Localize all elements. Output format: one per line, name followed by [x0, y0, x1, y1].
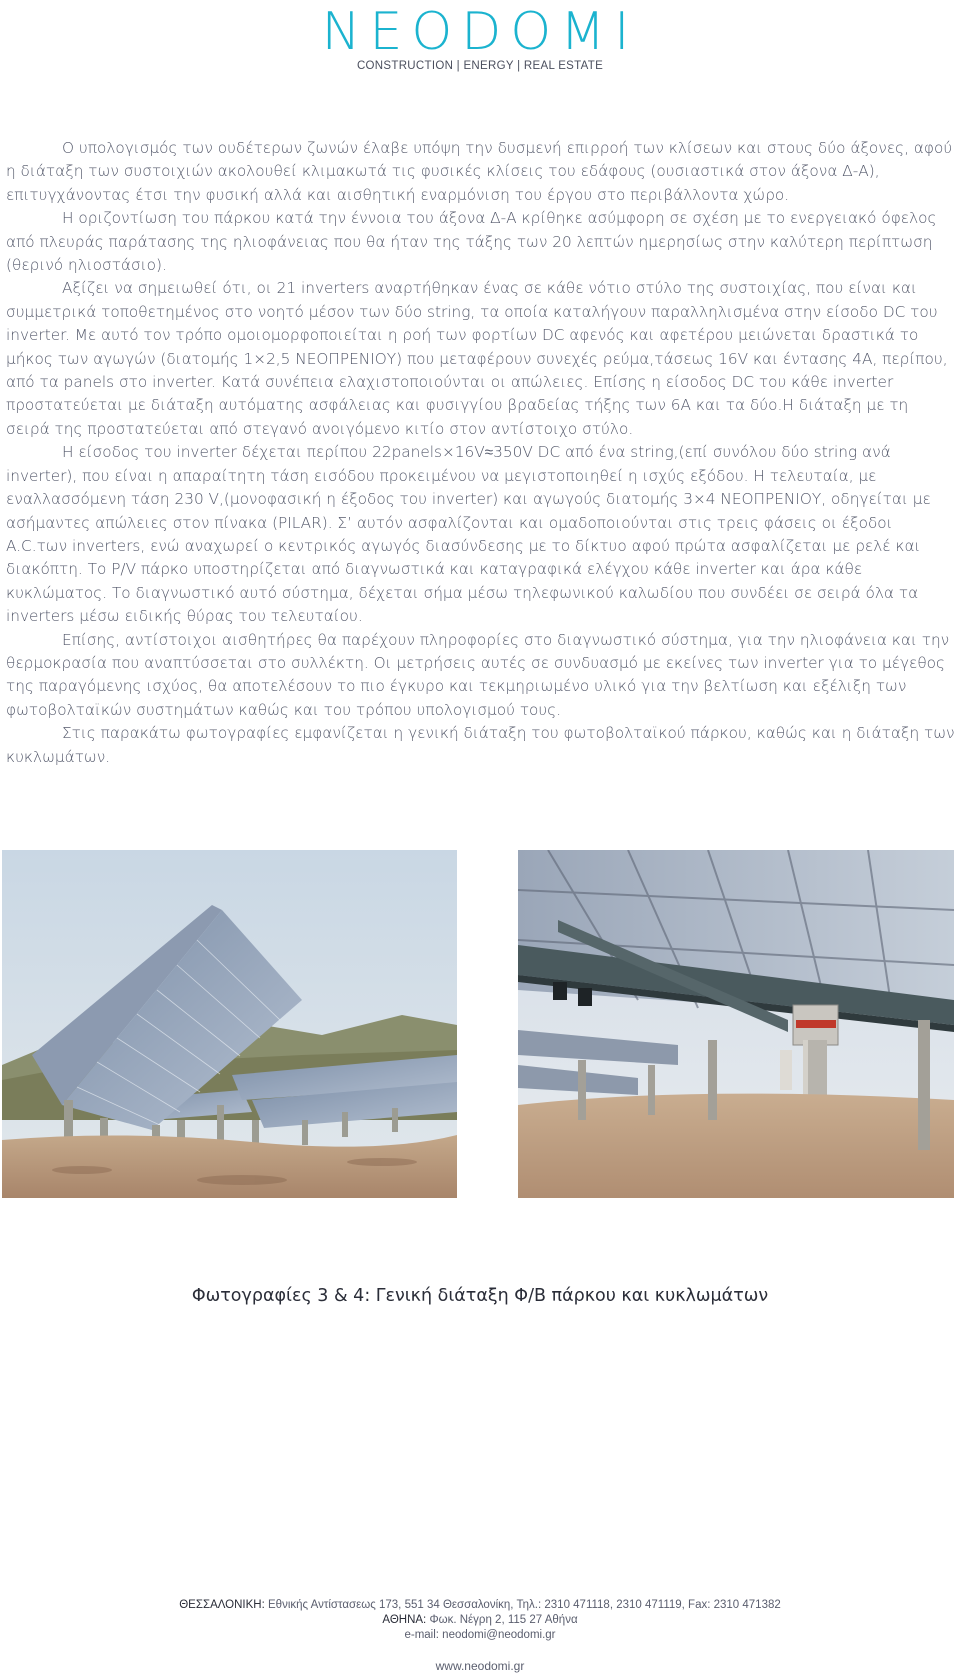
- photo-solar-park-overview: [2, 850, 457, 1198]
- footer-thessaloniki-address: Εθνικής Αντίστασεως 173, 551 34 Θεσσαλονίκη, Τηλ.: 2310 471118, 2310 471119, Fax: 2310 471382: [268, 1599, 781, 1611]
- footer-athens-label: ΑΘΗΝΑ:: [382, 1614, 427, 1626]
- paragraph-neutral-zones: Ο υπολογισμός των ουδέτερων ζωνών έλαβε υπόψη την δυσμενή επιρροή των κλίσεων και στους δύο άξονες, αφού η διάταξη των συστοιχιών ακολουθεί κλιμακωτά τις φυσικές κλίσεις του εδάφους (ουσιαστικά στον άξονα Δ-Α), επιτυγχάνοντας έτσι την φυσική αλλά και αισθητική εναρμόνιση του έργου στο περιβάλλοντα χώρο.: [6, 139, 953, 204]
- paragraph-photos-intro: Στις παρακάτω φωτογραφίες εμφανίζεται η γενική διάταξη του φωτοβολταϊκού πάρκου, καθώς και η διάταξη των κυκλωμάτων.: [6, 724, 955, 766]
- paragraph-leveling: Η οριζοντίωση του πάρκου κατά την έννοια του άξονα Δ-Α κρίθηκε ασύμφορη σε σχέση με το ενεργειακό όφελος από πλευράς παράτασης της ηλιοφάνειας που θα ήταν της τάξης των 20 λεπτών ημερησίως στην καλύτερη περίπτωση (θερινό ηλιοστάσιο).: [6, 209, 937, 275]
- paragraph-inverter-input: Η είσοδος του inverter δέχεται περίπου 22panels×16V≈350V DC από ένα string,(επί συνόλου δύο string ανά inverter), που είναι η απαραίτητη τάση εισόδου προκειμένου να μεγιστοποιηθεί η ισχύς εξόδου. Η τελευταία, με εναλλασσόμενη τάση 230 V,(μονοφασική η έξοδος του inverter) και αγωγούς διατομής 3×4 ΝΕΟΠΡΕΝΙΟΥ, οδηγείται με ασήμαντες απώλειες στον πίνακα (PILAR). Σ’ αυτόν ασφαλίζονται και ομαδοποιούνται στις τρεις φάσεις οι έξοδοι A.C.των inverters, ενώ αναχωρεί ο κεντρικός αγωγός διασύνδεσης με το δίκτυο αφού πρώτα ασφαλίζεται με ρελέ και διακόπτη. Το P/V πάρκο υποστηρίζεται από διαγνωστικά και καταγραφικά ελέγχου κάθε inverter και άρα κάθε κυκλώματος. Το διαγνωστικό αυτό σύστημα, δέχεται σήμα μέσω τηλεφωνικού καλωδίου που συνδέει σε σειρά όλα τα inverters μέσω ειδικής θύρας του τελευταίου.: [6, 443, 931, 626]
- photo-caption: Φωτογραφίες 3 & 4: Γενική διάταξη Φ/Β πάρκου και κυκλωμάτων: [191, 1286, 769, 1306]
- footer-website-link[interactable]: www.neodomi.gr: [435, 1659, 525, 1673]
- paragraph-inverters: Αξίζει να σημειωθεί ότι, οι 21 inverters αναρτήθηκαν ένας σε κάθε νότιο στύλο της συστοιχίας, που είναι και συμμετρικά τοποθετημένος στο νοητό μέσον των δύο string, τα οποία καταλήγουν παραλληλισμένα στην είσοδο DC του inverter. Με αυτό τον τρόπο ομοιομορφοποιείται η ροή των φορτίων DC αφενός και αφετέρου μειώνεται δραστικά το μήκος των αγωγών (διατομής 1×2,5 ΝΕΟΠΡΕΝΙΟΥ) που μεταφέρουν συνεχές ρεύμα,τάσεως 16V και έντασης 4A, περίπου, από τα panels στο inverter. Κατά συνέπεια ελαχιστοποιούνται οι απώλειες. Επίσης η είσοδος DC του κάθε inverter προστατεύεται με διάταξη αυτόματης ασφάλειας και φυσιγγίου βραδείας τήξης των 6A και τα δύο.Η διάταξη με τη σειρά της προστατεύεται από στεγανό ανοιγόμενο κιτίο στον αντίστοιχο στύλο.: [6, 279, 948, 438]
- photo-circuit-layout: [518, 850, 954, 1198]
- page-footer: [0, 1598, 960, 1674]
- footer-email[interactable]: e-mail: neodomi@neodomi.gr: [404, 1629, 556, 1641]
- footer-thessaloniki: [0, 1598, 960, 1613]
- paragraph-sensors: Επίσης, αντίστοιχοι αισθητήρες θα παρέχουν πληροφορίες στο διαγνωστικό σύστημα, για την ηλιοφάνεια και την θερμοκρασία που αναπτύσσεται στο συλλέκτη. Οι μετρήσεις αυτές σε συνδυασμό με εκείνες των inverter για το μέγεθος της παραγόμενης ισχύος, θα αποτελέσουν το πιο έγκυρο και τεκμηριωμένο υλικό για την βελτίωση και εξέλιξη των φωτοβολταϊκών συστημάτων καθώς και του τρόπου υπολογισμού τους.: [6, 630, 950, 719]
- footer-athens-address: Φωκ. Νέγρη 2, 115 27 Αθήνα: [429, 1614, 578, 1626]
- footer-athens: [0, 1613, 960, 1628]
- logo-wordmark: NEODOMI: [321, 2, 639, 62]
- footer-thessaloniki-label: ΘΕΣΣΑΛΟΝΙΚΗ:: [179, 1599, 265, 1611]
- company-logo: [0, 0, 960, 72]
- document-body: [6, 137, 956, 769]
- logo-tagline: CONSTRUCTION | ENERGY | REAL ESTATE: [356, 60, 604, 72]
